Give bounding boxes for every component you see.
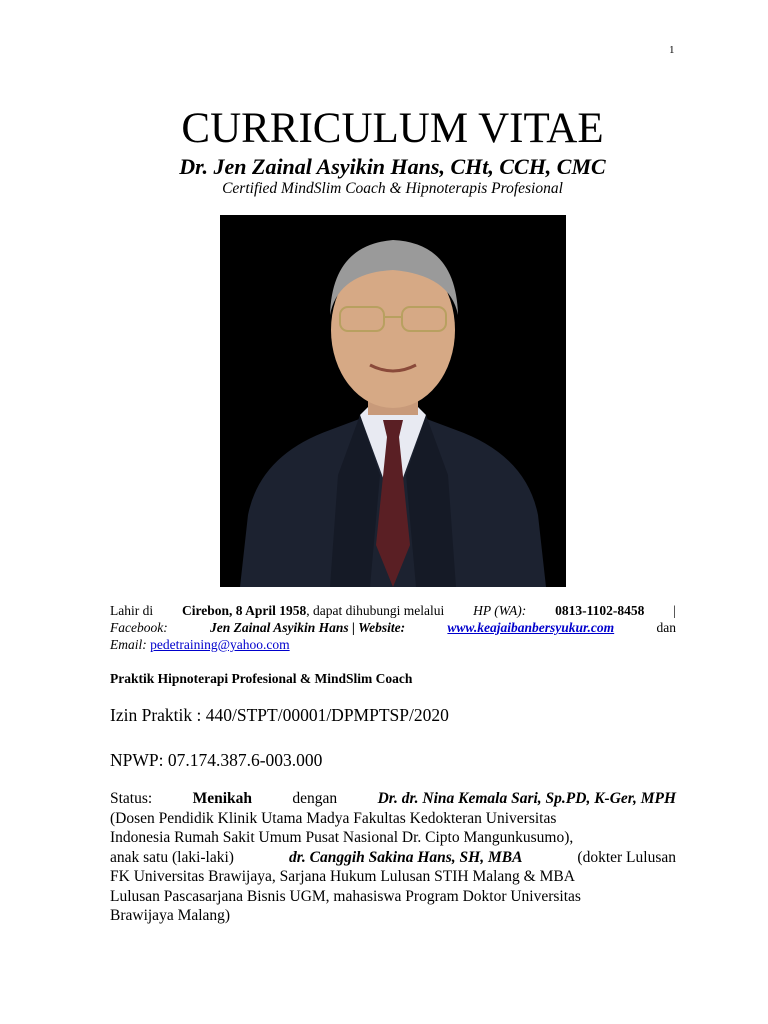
tax-number: NPWP: 07.174.387.6-003.000	[110, 750, 323, 770]
practice-heading: Praktik Hipnoterapi Profesional & MindSlim Coach	[110, 671, 413, 686]
facebook-label: Facebook:	[110, 620, 168, 635]
born-prefix: Lahir di	[110, 603, 154, 618]
status-text: Lulusan Pascasarjana Bisnis UGM, mahasiswa Program Doktor Universitas	[110, 887, 581, 905]
status-label: Status:	[110, 790, 153, 807]
status-line-3	[110, 828, 676, 848]
hp-number: 0813-1102-8458	[555, 603, 645, 618]
contact-line-2	[110, 619, 676, 636]
status-line-7	[110, 906, 676, 926]
portrait-photo	[220, 215, 566, 587]
status-line-1	[110, 789, 676, 809]
portrait-illustration	[220, 215, 566, 587]
status-line-2	[110, 809, 676, 829]
email-link[interactable]: pedetraining@yahoo.com	[150, 637, 290, 652]
separator: |	[673, 603, 676, 618]
person-subtitle: Certified MindSlim Coach & Hipnoterapis Profesional	[222, 180, 563, 197]
document-title: CURRICULUM VITAE	[181, 105, 604, 152]
with-word: dengan	[292, 790, 338, 807]
hp-label: HP (WA):	[473, 603, 527, 618]
marital-status: Menikah	[192, 790, 253, 807]
birth-place-date: Cirebon, 8 April 1958	[182, 603, 307, 618]
contact-paragraph	[110, 602, 676, 653]
status-text: Brawijaya Malang)	[110, 907, 231, 924]
status-text: (Dosen Pendidik Klinik Utama Madya Fakultas Kedokteran Universitas	[110, 809, 557, 827]
reach-text: , dapat dihubungi melalui	[306, 603, 445, 618]
child-suffix: (dokter Lulusan	[577, 848, 676, 866]
status-line-6	[110, 887, 676, 907]
page-number: 1	[669, 44, 675, 56]
and-word: dan	[656, 620, 676, 635]
status-text: Indonesia Rumah Sakit Umum Pusat Nasional Dr. Cipto Mangunkusumo),	[110, 829, 574, 846]
facebook-name: Jen Zainal Asyikin Hans | Website:	[210, 620, 406, 635]
spouse-name: Dr. dr. Nina Kemala Sari, Sp.PD, K-Ger, MPH	[377, 790, 676, 807]
practice-license: Izin Praktik : 440/STPT/00001/DPMPTSP/2020	[110, 705, 449, 725]
child-prefix: anak satu (laki-laki)	[110, 848, 234, 866]
status-line-5	[110, 867, 676, 887]
status-text: FK Universitas Brawijaya, Sarjana Hukum Lulusan STIH Malang & MBA	[110, 868, 575, 885]
status-paragraph	[110, 789, 676, 926]
website-link[interactable]: www.keajaibanbersyukur.com	[447, 620, 615, 635]
contact-line-3	[110, 636, 676, 653]
person-name: Dr. Jen Zainal Asyikin Hans, CHt, CCH, CMC	[179, 154, 606, 179]
contact-line-1	[110, 602, 676, 619]
email-label: Email:	[110, 637, 147, 652]
status-line-4	[110, 848, 676, 868]
child-name: dr. Canggih Sakina Hans, SH, MBA	[288, 848, 523, 866]
